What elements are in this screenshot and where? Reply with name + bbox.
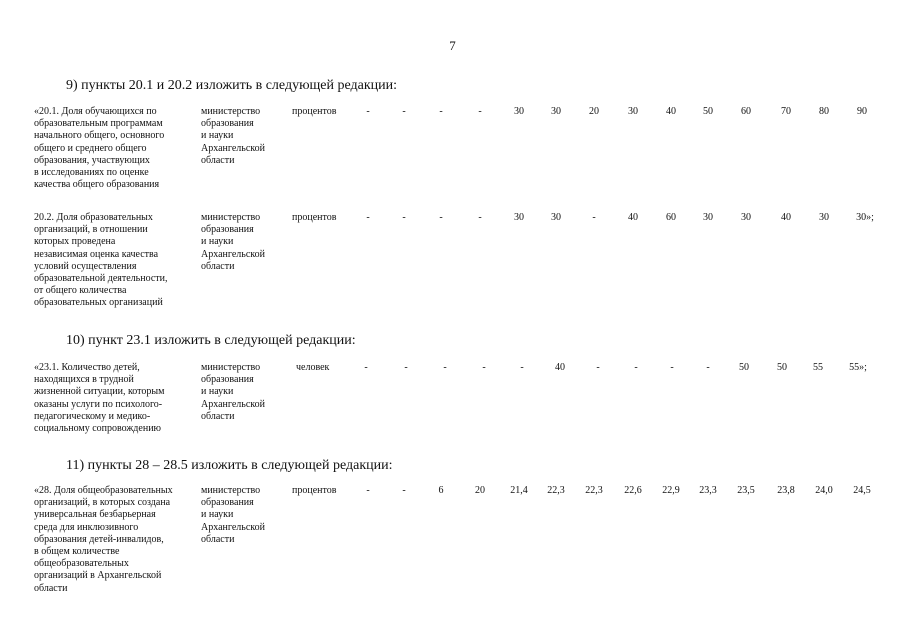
value-cell: - bbox=[592, 212, 596, 223]
indicator-name: «20.1. Доля обучающихся по образовательным программам начального общего, основного общего и среднего общего образования, участвующих в исследованиях по оценке качества общего образования bbox=[34, 106, 165, 191]
value-cell: - bbox=[402, 106, 406, 117]
value-cell: - bbox=[482, 362, 486, 373]
indicator-name: 20.2. Доля образовательных организаций, в отношении которых проведена независимая оценка качества условий осуществления образовательной деятельности, от общего количества образовательных организаций bbox=[34, 212, 168, 309]
value-cell: - bbox=[364, 362, 368, 373]
value-cell: - bbox=[478, 106, 482, 117]
responsible-org: министерство образования и науки Архангельской области bbox=[201, 485, 265, 545]
value-cell: - bbox=[404, 362, 408, 373]
value-cell: 30 bbox=[514, 106, 524, 117]
value-cell: 30 bbox=[551, 106, 561, 117]
value-cell: 23,3 bbox=[699, 485, 717, 496]
value-cell: 40 bbox=[666, 106, 676, 117]
value-cell: 20 bbox=[589, 106, 599, 117]
value-cell: 40 bbox=[555, 362, 565, 373]
value-cell: 22,3 bbox=[585, 485, 603, 496]
value-cell: 23,8 bbox=[777, 485, 795, 496]
value-cell: - bbox=[596, 362, 600, 373]
value-cell: 22,9 bbox=[662, 485, 680, 496]
value-cell: - bbox=[402, 212, 406, 223]
unit: процентов bbox=[292, 106, 337, 117]
value-cell: 23,5 bbox=[737, 485, 755, 496]
responsible-org: министерство образования и науки Архангельской области bbox=[201, 362, 265, 422]
value-cell: 6 bbox=[438, 485, 444, 496]
page-number: 7 bbox=[449, 38, 456, 53]
unit: процентов bbox=[292, 485, 337, 496]
indicator-name: «28. Доля общеобразовательных организаций, в которых создана универсальная безбарьерная среда для инклюзивного образования детей-инвалидов, в общем количестве общеобразовательных организаций в Архангельской области bbox=[34, 485, 173, 594]
value-cell: 30 bbox=[551, 212, 561, 223]
value-cell: - bbox=[366, 212, 370, 223]
value-cell: 30 bbox=[703, 212, 713, 223]
value-cell: - bbox=[634, 362, 638, 373]
unit: процентов bbox=[292, 212, 337, 223]
value-cell: 60 bbox=[666, 212, 676, 223]
value-cell: 24,0 bbox=[815, 485, 833, 496]
value-cell: 55»; bbox=[849, 362, 867, 373]
value-cell: 20 bbox=[475, 485, 485, 496]
value-cell: 90 bbox=[857, 106, 867, 117]
value-cell: - bbox=[366, 485, 370, 496]
value-cell: 50 bbox=[739, 362, 749, 373]
value-cell: - bbox=[443, 362, 447, 373]
value-cell: 70 bbox=[781, 106, 791, 117]
value-cell: - bbox=[439, 106, 443, 117]
value-cell: 60 bbox=[741, 106, 751, 117]
indicator-name: «23.1. Количество детей, находящихся в трудной жизненной ситуации, которым оказаны услуги по психолого- педагогическому и медико- социальному сопровождению bbox=[34, 362, 165, 435]
value-cell: 30 bbox=[819, 212, 829, 223]
value-cell: - bbox=[706, 362, 710, 373]
value-cell: 24,5 bbox=[853, 485, 871, 496]
value-cell: 30 bbox=[514, 212, 524, 223]
section-heading: 10) пункт 23.1 изложить в следующей редакции: bbox=[66, 333, 356, 348]
value-cell: 30»; bbox=[856, 212, 874, 223]
value-cell: 50 bbox=[777, 362, 787, 373]
value-cell: 30 bbox=[628, 106, 638, 117]
value-cell: - bbox=[402, 485, 406, 496]
responsible-org: министерство образования и науки Архангельской области bbox=[201, 106, 265, 166]
value-cell: 22,6 bbox=[624, 485, 642, 496]
value-cell: - bbox=[670, 362, 674, 373]
unit: человек bbox=[296, 362, 330, 373]
section-heading: 11) пункты 28 – 28.5 изложить в следующей редакции: bbox=[66, 458, 393, 473]
value-cell: 30 bbox=[741, 212, 751, 223]
value-cell: 40 bbox=[781, 212, 791, 223]
value-cell: 55 bbox=[813, 362, 823, 373]
responsible-org: министерство образования и науки Архангельской области bbox=[201, 212, 265, 272]
value-cell: 40 bbox=[628, 212, 638, 223]
value-cell: - bbox=[478, 212, 482, 223]
value-cell: - bbox=[439, 212, 443, 223]
value-cell: - bbox=[366, 106, 370, 117]
value-cell: 22,3 bbox=[547, 485, 565, 496]
value-cell: - bbox=[520, 362, 524, 373]
value-cell: 80 bbox=[819, 106, 829, 117]
value-cell: 21,4 bbox=[510, 485, 528, 496]
value-cell: 50 bbox=[703, 106, 713, 117]
section-heading: 9) пункты 20.1 и 20.2 изложить в следующей редакции: bbox=[66, 78, 398, 93]
